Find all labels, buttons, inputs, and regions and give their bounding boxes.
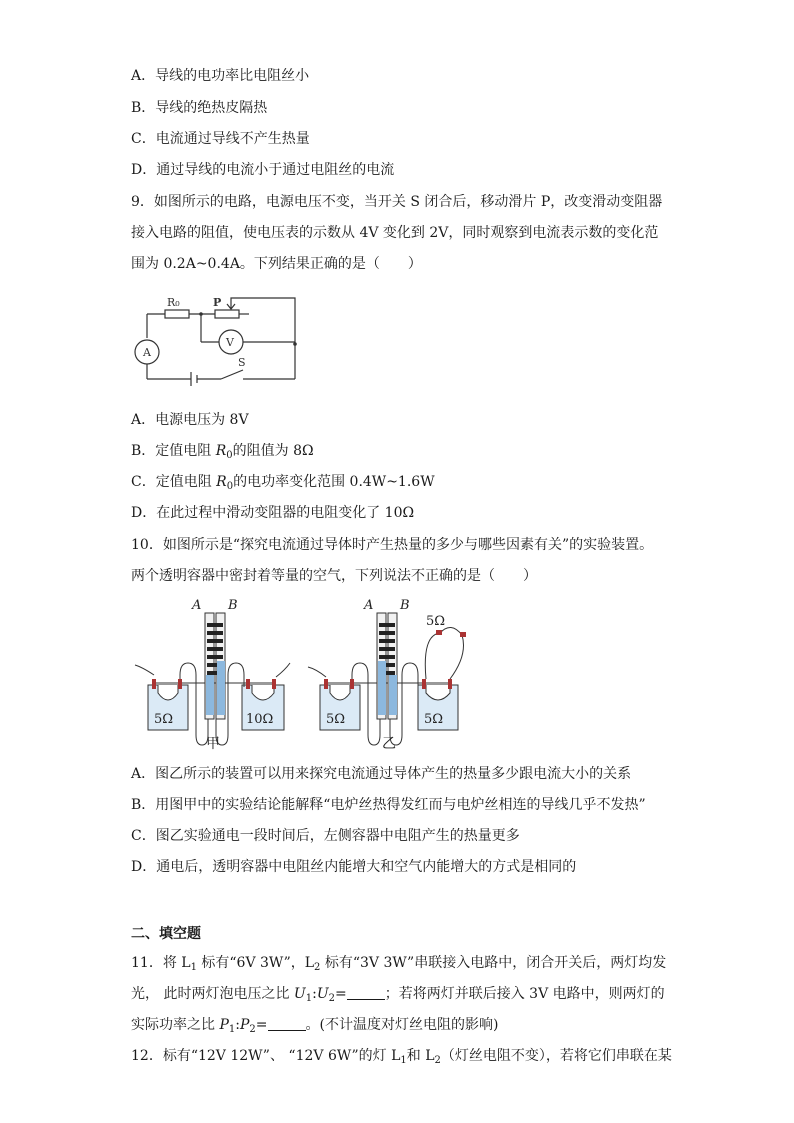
q10-apparatus-diagram <box>130 595 480 755</box>
answer-blank-voltage-ratio[interactable] <box>347 985 385 1000</box>
right-container-resistor-2: 5Ω <box>424 712 444 727</box>
section-heading-fill-in: 二、填空题 <box>131 926 201 942</box>
q10-stem-line-1: 10．如图所示是“探究电流通过导体时产生热量的多少与哪些因素有关”的实验装置。 <box>131 537 654 553</box>
q12-line-1: 12．标有“12V 12W”、 “12V 6W”的灯 $L_1$和 $L_2$（灯丝电阻不变），若将它们串联在某 <box>131 1048 672 1066</box>
q10-option-d: D．通电后，透明容器中电阻丝内能增大和空气内能增大的方式是相同的 <box>131 859 577 875</box>
q9-stem-line-1: 9．如图所示的电路，电源电压不变，当开关 S 闭合后，移动滑片 P，改变滑动变阻器 <box>131 194 663 210</box>
right-container-resistor-1: 5Ω <box>326 712 346 727</box>
q11-line-1: 11．将 $L_1$ 标有“6V 3W”，$L_2$ 标有“3V 3W”串联接入电路中，闭合开关后，两灯均发 <box>131 955 667 973</box>
voltmeter-label: V <box>226 336 234 349</box>
q11-line-2: 光， 此时两灯泡电压之比 $U_1:U_2=$ ；若将两灯并联后接入 3V 电路中，则两灯的 <box>131 986 665 1004</box>
answer-blank-power-ratio[interactable] <box>268 1016 306 1031</box>
q8-option-a: A．导线的电功率比电阻丝小 <box>131 68 310 84</box>
q9-option-a: A．电源电压为 8V <box>131 412 249 428</box>
caption-jia: 甲 <box>206 736 220 752</box>
tube-b-label-left: B <box>228 598 238 613</box>
external-resistor-label: 5Ω <box>426 614 446 629</box>
q8-option-d: D．通过导线的电流小于通过电阻丝的电流 <box>131 162 395 178</box>
slider-p-label: P <box>213 296 222 309</box>
left-container-resistor-2: 10Ω <box>246 712 274 727</box>
q11-line-3: 实际功率之比 $P_1:P_2=$ 。(不计温度对灯丝电阻的影响) <box>131 1017 499 1035</box>
q10-option-b: B．用图甲中的实验结论能解释“电炉丝热得发红而与电炉丝相连的导线几乎不发热” <box>131 797 646 813</box>
q9-option-c: C．定值电阻 $R_0$的电功率变化范围 0.4W~1.6W <box>131 474 435 492</box>
q9-option-d: D．在此过程中滑动变阻器的电阻变化了 10Ω <box>131 505 415 521</box>
q9-option-b: B．定值电阻 $R_0$的阻值为 8Ω <box>131 443 314 461</box>
left-container-resistor-1: 5Ω <box>154 712 174 727</box>
tube-a-label-right: A <box>364 598 374 613</box>
q8-option-b: B．导线的绝热皮隔热 <box>131 100 268 116</box>
q9-stem-line-2: 接入电路的阻值，使电压表的示数从 4V 变化到 2V，同时观察到电流表示数的变化范 <box>131 225 659 241</box>
q10-option-c: C．图乙实验通电一段时间后，左侧容器中电阻产生的热量更多 <box>131 828 520 844</box>
q9-circuit-diagram <box>125 290 310 390</box>
caption-yi: 乙 <box>382 736 396 752</box>
q9-stem-line-3: 围为 0.2A~0.4A。下列结果正确的是（ ） <box>131 256 422 272</box>
q10-option-a: A．图乙所示的装置可以用来探究电流通过导体产生的热量多少跟电流大小的关系 <box>131 766 632 782</box>
tube-a-label-left: A <box>192 598 202 613</box>
tube-b-label-right: B <box>400 598 410 613</box>
r0-label: R₀ <box>167 296 180 309</box>
switch-label: S <box>238 356 246 369</box>
q8-option-c: C．电流通过导线不产生热量 <box>131 131 310 147</box>
q10-stem-line-2: 两个透明容器中密封着等量的空气，下列说法不正确的是（ ） <box>131 568 537 584</box>
ammeter-label: A <box>143 346 151 359</box>
